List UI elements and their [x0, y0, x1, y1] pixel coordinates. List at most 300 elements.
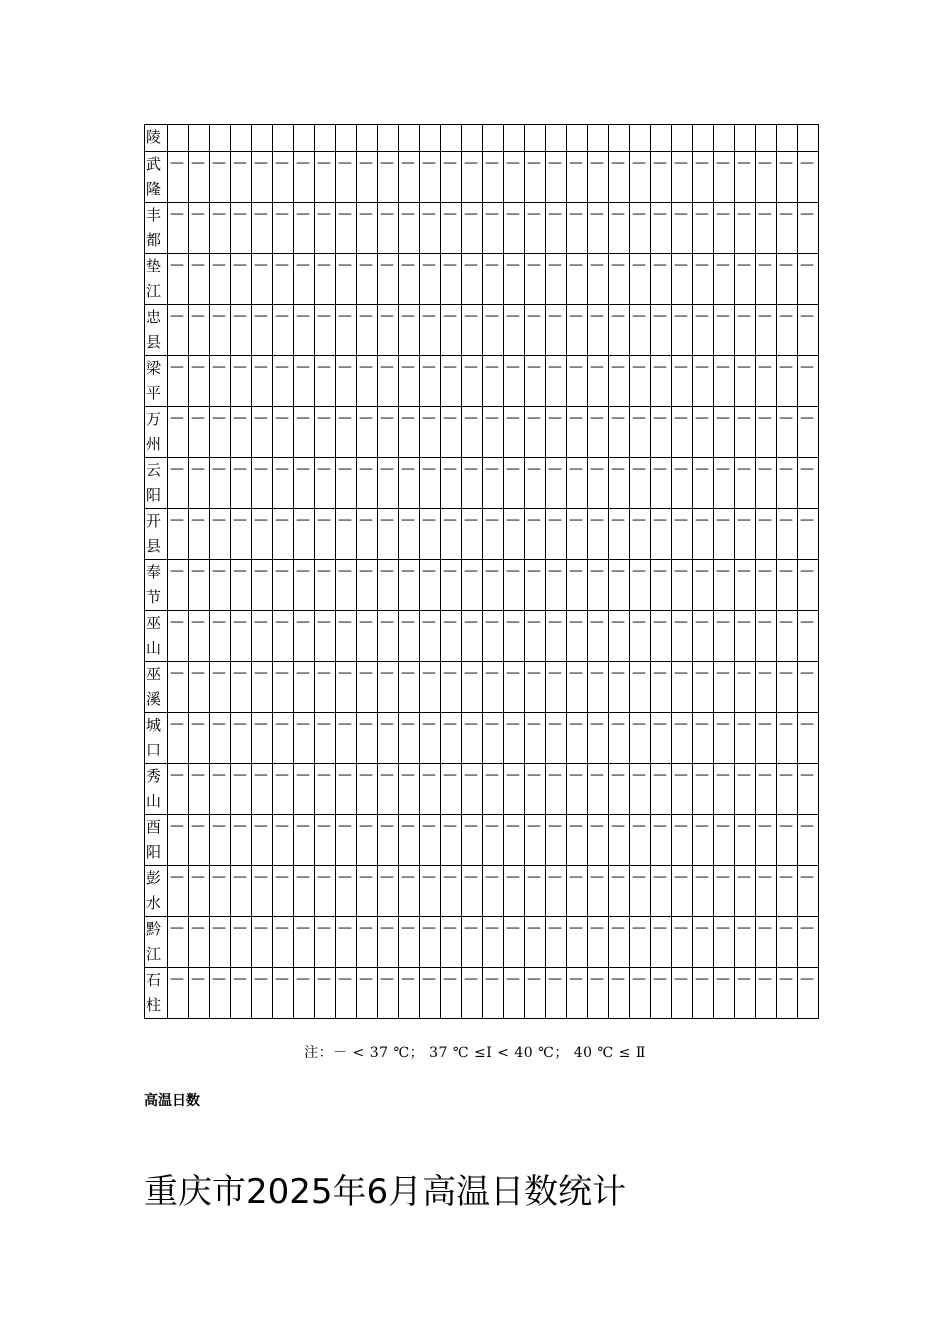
dash-mark: —	[485, 614, 499, 630]
day-cell	[798, 305, 819, 356]
dash-mark: —	[212, 563, 226, 579]
day-cell	[588, 815, 609, 866]
dash-mark: —	[758, 818, 772, 834]
dash-mark: —	[212, 308, 226, 324]
day-cell	[651, 764, 672, 815]
day-cell	[735, 254, 756, 305]
dash-mark: —	[506, 563, 520, 579]
dash-mark: —	[296, 308, 310, 324]
dash-mark: —	[464, 512, 478, 528]
table-row	[145, 968, 819, 1019]
day-cell	[357, 764, 378, 815]
day-cell	[672, 509, 693, 560]
dash-mark: —	[422, 206, 436, 222]
dash-mark: —	[212, 359, 226, 375]
day-cell	[336, 305, 357, 356]
dash-mark: —	[758, 512, 772, 528]
dash-mark: —	[548, 206, 562, 222]
day-cell	[210, 662, 231, 713]
dash-mark: —	[338, 563, 352, 579]
day-cell	[546, 713, 567, 764]
day-cell	[630, 611, 651, 662]
station-name: 彭水	[145, 866, 168, 917]
day-cell	[315, 254, 336, 305]
day-cell	[714, 560, 735, 611]
day-cell	[315, 968, 336, 1019]
dash-mark: —	[674, 308, 688, 324]
dash-mark: —	[716, 767, 730, 783]
day-cell	[168, 662, 189, 713]
dash-mark: —	[317, 563, 331, 579]
day-cell	[441, 407, 462, 458]
dash-mark: —	[275, 512, 289, 528]
dash-mark: —	[254, 155, 268, 171]
dash-mark: —	[443, 971, 457, 987]
dash-mark: —	[275, 155, 289, 171]
day-cell	[672, 305, 693, 356]
day-cell	[735, 560, 756, 611]
day-cell	[378, 560, 399, 611]
day-cell	[483, 560, 504, 611]
day-cell	[504, 407, 525, 458]
day-cell	[210, 203, 231, 254]
dash-mark: —	[653, 308, 667, 324]
day-cell	[168, 968, 189, 1019]
dash-mark: —	[737, 971, 751, 987]
day-cell	[777, 713, 798, 764]
day-cell	[357, 662, 378, 713]
dash-mark: —	[779, 563, 793, 579]
day-cell	[273, 713, 294, 764]
dash-mark: —	[296, 359, 310, 375]
day-cell	[609, 815, 630, 866]
dash-mark: —	[653, 665, 667, 681]
dash-mark: —	[611, 818, 625, 834]
day-cell	[273, 917, 294, 968]
dash-mark: —	[695, 716, 709, 732]
dash-mark: —	[338, 257, 352, 273]
day-cell	[630, 254, 651, 305]
day-cell	[504, 560, 525, 611]
day-cell	[546, 815, 567, 866]
table-row	[145, 407, 819, 458]
dash-mark: —	[590, 920, 604, 936]
day-cell	[504, 509, 525, 560]
day-cell	[378, 356, 399, 407]
day-cell	[273, 509, 294, 560]
day-cell	[735, 125, 756, 152]
day-cell	[378, 968, 399, 1019]
day-cell	[168, 764, 189, 815]
day-cell	[546, 458, 567, 509]
day-cell	[168, 509, 189, 560]
day-cell	[777, 968, 798, 1019]
dash-mark: —	[464, 206, 478, 222]
day-cell	[777, 815, 798, 866]
dash-mark: —	[653, 359, 667, 375]
dash-mark: —	[548, 971, 562, 987]
day-cell	[588, 203, 609, 254]
day-cell	[525, 356, 546, 407]
day-cell	[735, 356, 756, 407]
table-row	[145, 611, 819, 662]
day-cell	[273, 815, 294, 866]
legend-note: 注：－ < 37 ℃； 37 ℃ ≤Ⅰ < 40 ℃； 40 ℃ ≤ Ⅱ	[304, 1045, 646, 1061]
dash-mark: —	[674, 920, 688, 936]
dash-mark: —	[695, 563, 709, 579]
day-cell	[210, 764, 231, 815]
day-cell	[777, 254, 798, 305]
day-cell	[546, 356, 567, 407]
day-cell	[378, 611, 399, 662]
table-row	[145, 458, 819, 509]
day-cell	[588, 407, 609, 458]
day-cell	[399, 509, 420, 560]
day-cell	[189, 152, 210, 203]
day-cell	[252, 611, 273, 662]
dash-mark: —	[548, 257, 562, 273]
dash-mark: —	[506, 206, 520, 222]
dash-mark: —	[779, 818, 793, 834]
day-cell	[693, 662, 714, 713]
dash-mark: —	[191, 920, 205, 936]
day-cell	[294, 560, 315, 611]
day-cell	[756, 662, 777, 713]
dash-mark: —	[779, 920, 793, 936]
dash-mark: —	[233, 257, 247, 273]
day-cell	[735, 713, 756, 764]
day-cell	[651, 509, 672, 560]
day-cell	[651, 152, 672, 203]
dash-mark: —	[632, 410, 646, 426]
dash-mark: —	[254, 257, 268, 273]
day-cell	[693, 968, 714, 1019]
dash-mark: —	[569, 206, 583, 222]
day-cell	[588, 305, 609, 356]
day-cell	[420, 815, 441, 866]
dash-mark: —	[275, 563, 289, 579]
dash-mark: —	[506, 767, 520, 783]
day-cell	[693, 866, 714, 917]
day-cell	[252, 815, 273, 866]
dash-mark: —	[443, 206, 457, 222]
day-cell	[273, 407, 294, 458]
station-name: 开县	[145, 509, 168, 560]
day-cell	[798, 560, 819, 611]
dash-mark: —	[443, 869, 457, 885]
dash-mark: —	[233, 563, 247, 579]
dash-mark: —	[170, 512, 184, 528]
dash-mark: —	[590, 971, 604, 987]
dash-mark: —	[464, 920, 478, 936]
dash-mark: —	[443, 359, 457, 375]
dash-mark: —	[548, 869, 562, 885]
day-cell	[714, 125, 735, 152]
dash-mark: —	[737, 512, 751, 528]
day-cell	[441, 305, 462, 356]
dash-mark: —	[695, 920, 709, 936]
dash-mark: —	[611, 308, 625, 324]
day-cell	[294, 407, 315, 458]
dash-mark: —	[317, 716, 331, 732]
dash-mark: —	[275, 359, 289, 375]
day-cell	[504, 764, 525, 815]
day-cell	[504, 611, 525, 662]
day-cell	[441, 611, 462, 662]
day-cell	[462, 125, 483, 152]
day-cell	[294, 203, 315, 254]
dash-mark: —	[569, 971, 583, 987]
dash-mark: —	[464, 308, 478, 324]
dash-mark: —	[800, 461, 814, 477]
day-cell	[462, 407, 483, 458]
dash-mark: —	[359, 359, 373, 375]
day-cell	[399, 662, 420, 713]
day-cell	[462, 764, 483, 815]
day-cell	[420, 509, 441, 560]
day-cell	[504, 917, 525, 968]
day-cell	[294, 125, 315, 152]
dash-mark: —	[401, 818, 415, 834]
day-cell	[588, 866, 609, 917]
day-cell	[483, 305, 504, 356]
dash-mark: —	[737, 716, 751, 732]
day-cell	[483, 968, 504, 1019]
dash-mark: —	[233, 614, 247, 630]
day-cell	[168, 407, 189, 458]
day-cell	[525, 203, 546, 254]
high-temperature-table	[144, 124, 819, 1019]
table-row	[145, 815, 819, 866]
station-name: 梁平	[145, 356, 168, 407]
day-cell	[609, 662, 630, 713]
day-cell	[399, 407, 420, 458]
dash-mark: —	[359, 410, 373, 426]
day-cell	[546, 509, 567, 560]
dash-mark: —	[548, 461, 562, 477]
day-cell	[546, 407, 567, 458]
day-cell	[168, 611, 189, 662]
dash-mark: —	[548, 818, 562, 834]
day-cell	[546, 968, 567, 1019]
dash-mark: —	[569, 512, 583, 528]
day-cell	[399, 866, 420, 917]
day-cell	[168, 152, 189, 203]
dash-mark: —	[401, 461, 415, 477]
day-cell	[798, 203, 819, 254]
day-cell	[483, 815, 504, 866]
dash-mark: —	[380, 563, 394, 579]
dash-mark: —	[275, 257, 289, 273]
dash-mark: —	[590, 665, 604, 681]
day-cell	[441, 866, 462, 917]
day-cell	[168, 917, 189, 968]
dash-mark: —	[275, 410, 289, 426]
day-cell	[588, 560, 609, 611]
day-cell	[756, 866, 777, 917]
day-cell	[693, 560, 714, 611]
dash-mark: —	[380, 818, 394, 834]
day-cell	[525, 509, 546, 560]
day-cell	[315, 560, 336, 611]
day-cell	[315, 125, 336, 152]
day-cell	[252, 968, 273, 1019]
dash-mark: —	[695, 410, 709, 426]
dash-mark: —	[170, 155, 184, 171]
dash-mark: —	[422, 410, 436, 426]
day-cell	[504, 866, 525, 917]
dash-mark: —	[506, 359, 520, 375]
dash-mark: —	[737, 614, 751, 630]
dash-mark: —	[485, 359, 499, 375]
dash-mark: —	[548, 920, 562, 936]
dash-mark: —	[380, 206, 394, 222]
day-cell	[231, 356, 252, 407]
dash-mark: —	[212, 869, 226, 885]
dash-mark: —	[506, 257, 520, 273]
dash-mark: —	[338, 206, 352, 222]
day-cell	[777, 125, 798, 152]
day-cell	[315, 611, 336, 662]
dash-mark: —	[674, 512, 688, 528]
dash-mark: —	[464, 257, 478, 273]
dash-mark: —	[170, 920, 184, 936]
dash-mark: —	[611, 614, 625, 630]
dash-mark: —	[254, 971, 268, 987]
day-cell	[588, 458, 609, 509]
day-cell	[483, 356, 504, 407]
dash-mark: —	[422, 920, 436, 936]
day-cell	[651, 968, 672, 1019]
day-cell	[525, 764, 546, 815]
day-cell	[441, 713, 462, 764]
day-cell	[567, 560, 588, 611]
dash-mark: —	[632, 665, 646, 681]
day-cell	[231, 407, 252, 458]
day-cell	[672, 203, 693, 254]
dash-mark: —	[779, 512, 793, 528]
dash-mark: —	[800, 563, 814, 579]
day-cell	[420, 203, 441, 254]
day-cell	[651, 407, 672, 458]
day-cell	[252, 560, 273, 611]
dash-mark: —	[254, 869, 268, 885]
day-cell	[777, 152, 798, 203]
dash-mark: —	[737, 359, 751, 375]
dash-mark: —	[569, 461, 583, 477]
dash-mark: —	[233, 971, 247, 987]
day-cell	[357, 815, 378, 866]
dash-mark: —	[380, 155, 394, 171]
day-cell	[357, 611, 378, 662]
day-cell	[483, 152, 504, 203]
day-cell	[336, 203, 357, 254]
day-cell	[483, 917, 504, 968]
dash-mark: —	[527, 308, 541, 324]
dash-mark: —	[527, 257, 541, 273]
day-cell	[504, 203, 525, 254]
table-row	[145, 917, 819, 968]
day-cell	[378, 764, 399, 815]
table-row	[145, 152, 819, 203]
day-cell	[609, 968, 630, 1019]
dash-mark: —	[443, 614, 457, 630]
dash-mark: —	[590, 818, 604, 834]
day-cell	[378, 152, 399, 203]
dash-mark: —	[191, 410, 205, 426]
day-cell	[630, 917, 651, 968]
day-cell	[378, 662, 399, 713]
dash-mark: —	[422, 818, 436, 834]
dash-mark: —	[275, 818, 289, 834]
day-cell	[756, 815, 777, 866]
day-cell	[252, 152, 273, 203]
dash-mark: —	[380, 971, 394, 987]
day-cell	[693, 917, 714, 968]
day-cell	[714, 203, 735, 254]
day-cell	[378, 125, 399, 152]
dash-mark: —	[737, 767, 751, 783]
dash-mark: —	[170, 665, 184, 681]
dash-mark: —	[674, 716, 688, 732]
day-cell	[483, 458, 504, 509]
dash-mark: —	[716, 461, 730, 477]
day-cell	[294, 152, 315, 203]
dash-mark: —	[569, 767, 583, 783]
day-cell	[336, 509, 357, 560]
dash-mark: —	[716, 971, 730, 987]
dash-mark: —	[233, 818, 247, 834]
day-cell	[273, 203, 294, 254]
day-cell	[630, 815, 651, 866]
day-cell	[672, 866, 693, 917]
day-cell	[399, 968, 420, 1019]
day-cell	[231, 866, 252, 917]
dash-mark: —	[716, 665, 730, 681]
dash-mark: —	[527, 869, 541, 885]
dash-mark: —	[548, 665, 562, 681]
dash-mark: —	[296, 818, 310, 834]
day-cell	[189, 254, 210, 305]
day-cell	[441, 356, 462, 407]
day-cell	[231, 764, 252, 815]
day-cell	[441, 152, 462, 203]
day-cell	[651, 560, 672, 611]
dash-mark: —	[506, 920, 520, 936]
dash-mark: —	[653, 155, 667, 171]
day-cell	[693, 815, 714, 866]
dash-mark: —	[401, 257, 415, 273]
day-cell	[714, 815, 735, 866]
dash-mark: —	[527, 665, 541, 681]
dash-mark: —	[443, 461, 457, 477]
day-cell	[336, 866, 357, 917]
dash-mark: —	[758, 257, 772, 273]
day-cell	[756, 764, 777, 815]
dash-mark: —	[338, 308, 352, 324]
day-cell	[441, 125, 462, 152]
day-cell	[420, 152, 441, 203]
dash-mark: —	[632, 716, 646, 732]
day-cell	[357, 968, 378, 1019]
day-cell	[315, 203, 336, 254]
day-cell	[210, 356, 231, 407]
day-cell	[546, 662, 567, 713]
dash-mark: —	[758, 206, 772, 222]
dash-mark: —	[737, 155, 751, 171]
day-cell	[609, 356, 630, 407]
dash-mark: —	[191, 155, 205, 171]
